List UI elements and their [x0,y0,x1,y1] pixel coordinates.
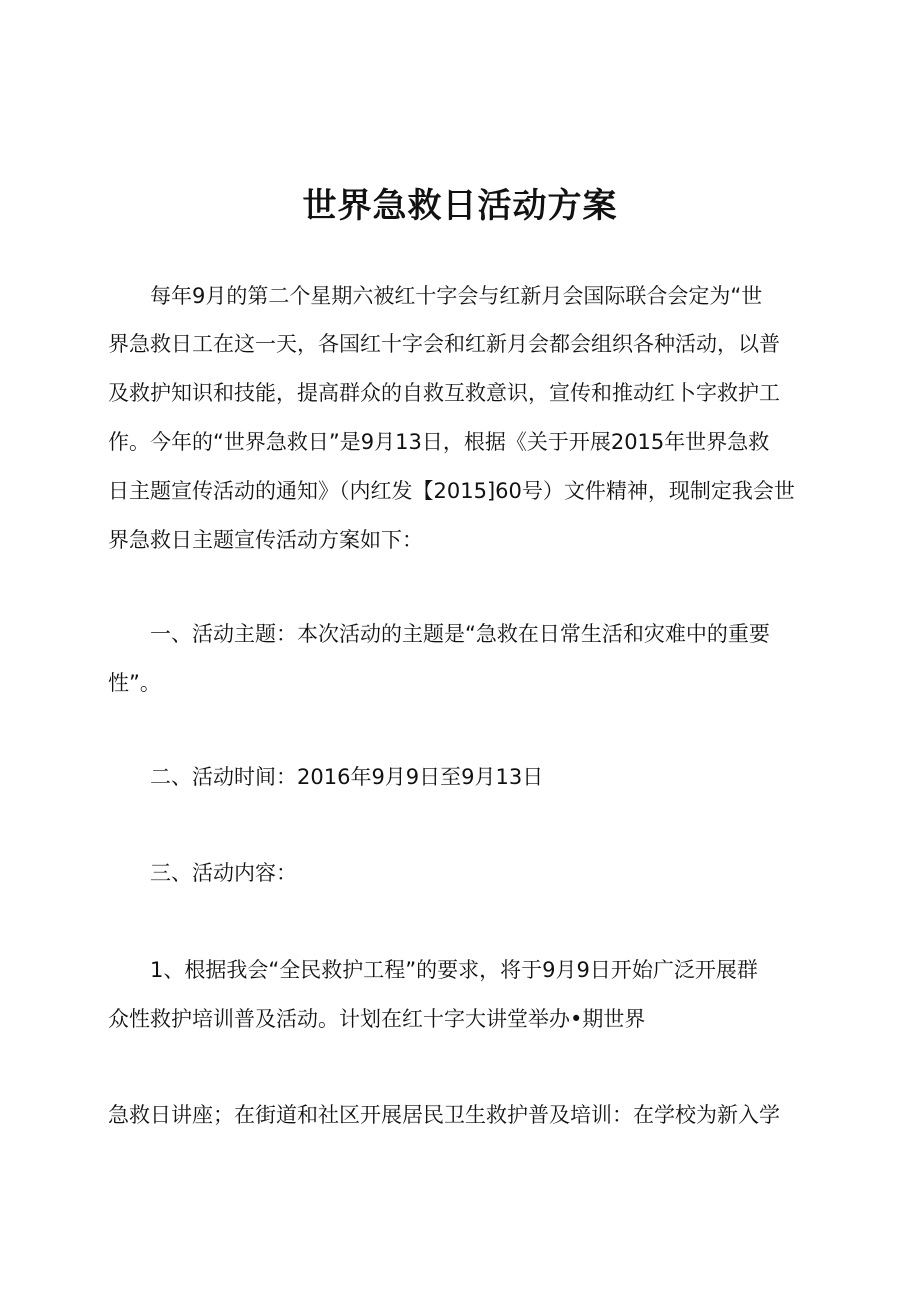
intro-line-5: 日主题宣传活动的通知》（内红发【2015]60号）文件精神，现制定我会世 [108,479,795,503]
item1-line-2: 众性救护培训普及活动。计划在红十字大讲堂举办•期世界 [108,1007,646,1031]
section1-line-2: 性”。 [108,671,161,695]
section2-heading: 二、活动时间：2016年9月9日至9月13日 [150,765,544,789]
intro-line-3: 及救护知识和技能，提高群众的自救互救意识，宣传和推动红卜字救护工 [108,381,780,405]
item1-line-1: 1、根据我会“全民救护工程”的要求，将于9月9日开始广泛开展群 [150,958,758,982]
intro-line-6: 界急救日主题宣传活动方案如下： [108,528,423,552]
section1-line-1: 一、活动主题：本次活动的主题是“急救在日常生活和灾难中的重要 [150,622,770,646]
intro-line-1: 每年9月的第二个星期六被红十字会与红新月会国际联合会定为“世 [150,284,763,308]
tail-line: 急救日讲座；在街道和社区开展居民卫生救护普及培训：在学校为新入学 [108,1103,780,1127]
section3-heading: 三、活动内容： [150,861,297,885]
document-title: 世界急救日活动方案 [302,186,618,226]
intro-line-2: 界急救日工在这一天，各国红十字会和红新月会都会组织各种活动，以普 [108,332,780,356]
intro-line-4: 作。今年的“世界急救日”是9月13日，根据《关于开展2015年世界急救 [108,430,770,454]
